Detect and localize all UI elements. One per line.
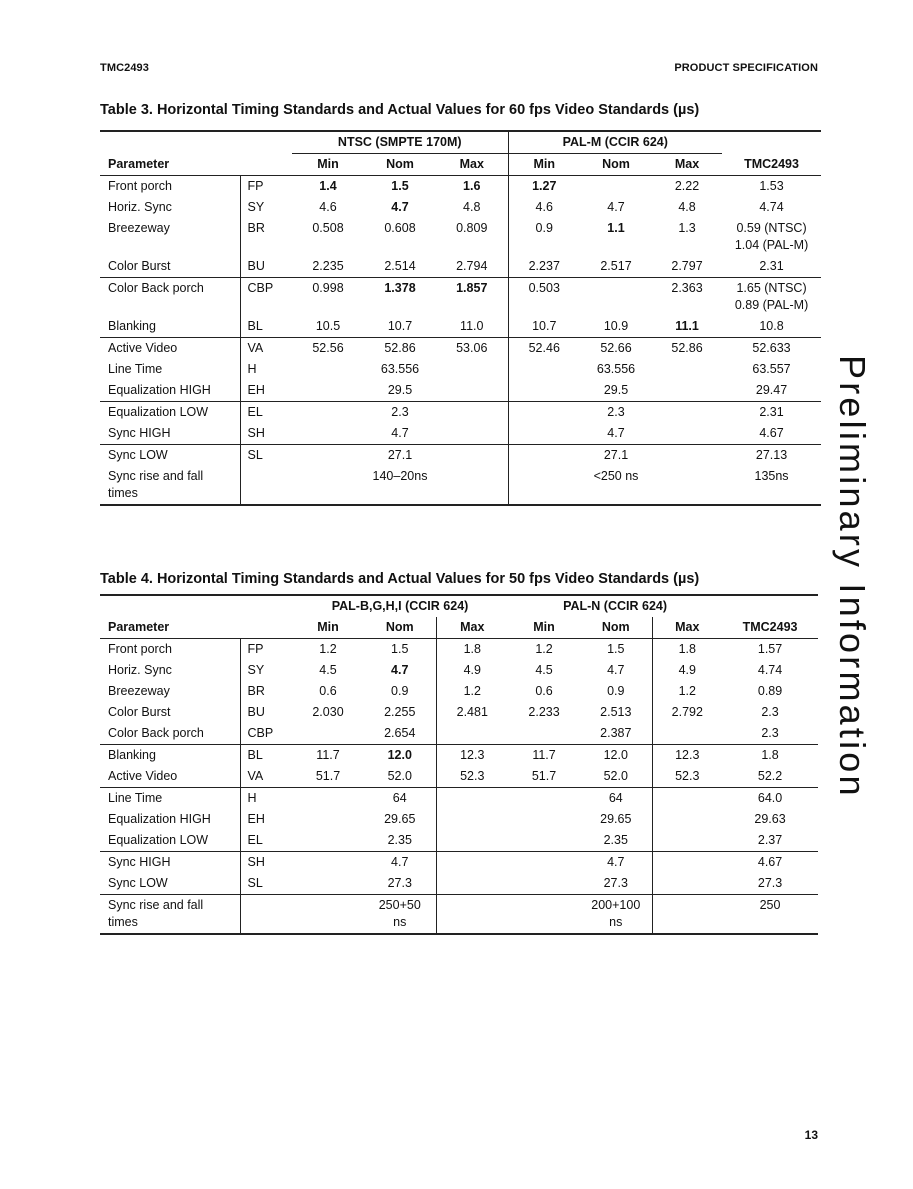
value-cell: 2.31 bbox=[722, 402, 821, 424]
value-cell: 27.1 bbox=[364, 445, 436, 467]
value-cell: 1.857 bbox=[436, 278, 508, 317]
value-cell bbox=[508, 895, 580, 935]
value-cell: 2.654 bbox=[384, 726, 416, 740]
table3-group-palm: PAL-M (CCIR 624) bbox=[508, 131, 722, 154]
table-row bbox=[100, 788, 818, 810]
table4-group-header-row bbox=[100, 595, 818, 617]
symbol-cell: BL bbox=[240, 316, 292, 338]
parameter-cell: Sync LOW bbox=[108, 876, 168, 890]
value-cell: 1.378 bbox=[364, 278, 436, 317]
table3-column-header-row bbox=[100, 154, 821, 176]
value-cell: 52.3 bbox=[652, 766, 722, 788]
value-cell bbox=[436, 359, 508, 380]
parameter-cell: Blanking bbox=[100, 745, 240, 767]
parameter-cell: Horiz. Sync bbox=[108, 200, 172, 214]
table-row bbox=[100, 176, 821, 198]
table-row bbox=[100, 197, 821, 218]
symbol-cell: SY bbox=[240, 197, 292, 218]
value-cell: 0.9 bbox=[508, 218, 580, 256]
table-row bbox=[100, 423, 821, 445]
value-cell bbox=[436, 402, 508, 424]
value-cell: 10.9 bbox=[603, 319, 629, 333]
value-cell: 2.517 bbox=[600, 259, 632, 273]
value-cell: 1.2 bbox=[436, 681, 508, 702]
value-cell bbox=[508, 402, 580, 424]
value-cell bbox=[436, 445, 508, 467]
value-cell: 63.556 bbox=[380, 362, 420, 376]
parameter-cell: Color Back porch bbox=[100, 278, 240, 317]
table-row bbox=[100, 895, 818, 935]
table-row bbox=[100, 723, 818, 745]
value-cell bbox=[508, 466, 580, 505]
value-cell: 1.8 bbox=[652, 639, 722, 661]
value-cell: 2.31 bbox=[759, 259, 784, 273]
value-cell: 4.74 bbox=[759, 200, 784, 214]
symbol-cell: BU bbox=[240, 702, 292, 723]
preliminary-watermark bbox=[815, 355, 875, 800]
parameter-cell: Color Burst bbox=[108, 705, 171, 719]
value-cell: 0.89 bbox=[757, 684, 783, 698]
value-cell: 12.0 bbox=[364, 745, 436, 767]
parameter-cell: Front porch bbox=[108, 179, 172, 193]
value-cell: 29.5 bbox=[387, 383, 413, 397]
symbol-cell: BU bbox=[240, 256, 292, 278]
parameter-cell: Sync LOW bbox=[100, 445, 240, 467]
symbol-cell: CBP bbox=[240, 723, 292, 745]
value-cell: 11.1 bbox=[675, 319, 699, 333]
table-row bbox=[100, 702, 818, 723]
value-cell: 52.66 bbox=[580, 338, 652, 360]
value-cell: 4.6 bbox=[508, 197, 580, 218]
symbol-cell: SL bbox=[240, 873, 292, 895]
table-row bbox=[100, 359, 821, 380]
value-cell: 2.3 bbox=[761, 705, 779, 719]
symbol-cell: SH bbox=[240, 852, 292, 874]
value-cell bbox=[436, 466, 508, 505]
value-cell: 4.67 bbox=[759, 426, 784, 440]
table4-column-header-row bbox=[100, 617, 818, 639]
value-cell: 63.557 bbox=[752, 362, 791, 376]
symbol-cell: EH bbox=[240, 809, 292, 830]
table4-col-nom: Nom bbox=[580, 617, 652, 639]
value-cell: 4.67 bbox=[722, 852, 818, 874]
value-cell: 4.9 bbox=[652, 660, 722, 681]
value-cell: 52.2 bbox=[757, 769, 783, 783]
value-cell bbox=[652, 723, 722, 745]
value-cell bbox=[436, 423, 508, 445]
symbol-cell: EL bbox=[240, 402, 292, 424]
parameter-cell: Horiz. Sync bbox=[108, 663, 172, 677]
parameter-cell: Breezeway bbox=[108, 221, 170, 235]
value-cell bbox=[652, 445, 722, 467]
value-cell: 4.7 bbox=[580, 852, 652, 874]
value-cell bbox=[652, 852, 722, 874]
value-cell: 52.0 bbox=[387, 769, 412, 783]
parameter-cell: Equalization LOW bbox=[100, 402, 240, 424]
value-cell: 2.797 bbox=[671, 259, 703, 273]
value-cell: 2.514 bbox=[384, 259, 416, 273]
value-cell bbox=[436, 830, 508, 852]
value-cell: 2.387 bbox=[600, 726, 632, 740]
parameter-cell: Sync rise and fall times bbox=[100, 466, 240, 505]
value-cell: 140–20ns bbox=[364, 466, 436, 505]
parameter-cell: Equalization HIGH bbox=[108, 383, 211, 397]
value-cell: 4.7 bbox=[391, 663, 409, 677]
value-cell bbox=[292, 723, 364, 745]
value-cell: 52.86 bbox=[652, 338, 722, 360]
table-row bbox=[100, 380, 821, 402]
value-cell bbox=[292, 380, 364, 402]
symbol-cell: SL bbox=[240, 445, 292, 467]
value-cell: 52.86 bbox=[364, 338, 436, 360]
table-row bbox=[100, 809, 818, 830]
value-cell: 0.59 (NTSC) 1.04 (PAL-M) bbox=[734, 221, 809, 252]
parameter-cell: Front porch bbox=[108, 642, 172, 656]
value-cell: 1.5 bbox=[607, 642, 625, 656]
value-cell bbox=[436, 895, 508, 935]
value-cell: 4.7 bbox=[391, 200, 409, 214]
value-cell: 12.0 bbox=[580, 745, 652, 767]
value-cell: 4.5 bbox=[535, 663, 553, 677]
value-cell bbox=[436, 788, 508, 810]
table3-body bbox=[100, 176, 821, 506]
value-cell: 51.7 bbox=[531, 769, 557, 783]
value-cell bbox=[652, 895, 722, 935]
value-cell bbox=[292, 359, 364, 380]
table3-col-nom: Nom bbox=[364, 154, 436, 176]
parameter-cell: Active Video bbox=[108, 769, 178, 783]
value-cell: 29.65 bbox=[384, 812, 416, 826]
value-cell bbox=[580, 278, 652, 317]
value-cell: 29.47 bbox=[755, 383, 788, 397]
value-cell: 1.6 bbox=[463, 179, 481, 193]
value-cell: 52.46 bbox=[508, 338, 580, 360]
table-row bbox=[100, 316, 821, 338]
table4-caption: Table 4. Horizontal Timing Standards and Actual Values for 50 fps Video Standards (µs) bbox=[100, 571, 700, 587]
value-cell: 1.4 bbox=[319, 179, 337, 193]
value-cell: 52.0 bbox=[603, 769, 628, 783]
value-cell: 0.6 bbox=[319, 684, 337, 698]
value-cell bbox=[436, 809, 508, 830]
table3-group-ntsc: NTSC (SMPTE 170M) bbox=[292, 131, 508, 154]
value-cell: 250 bbox=[722, 895, 818, 935]
value-cell bbox=[652, 788, 722, 810]
value-cell: 51.7 bbox=[315, 769, 341, 783]
value-cell bbox=[508, 380, 580, 402]
value-cell: 1.57 bbox=[757, 642, 783, 656]
parameter-cell: Equalization LOW bbox=[108, 833, 209, 847]
value-cell: 11.0 bbox=[460, 319, 484, 333]
value-cell: 2.481 bbox=[436, 702, 508, 723]
value-cell bbox=[292, 830, 364, 852]
value-cell bbox=[292, 466, 364, 505]
value-cell: 1.53 bbox=[759, 179, 784, 193]
value-cell: 4.7 bbox=[364, 852, 436, 874]
value-cell: 64 bbox=[580, 788, 652, 810]
value-cell: 10.5 bbox=[315, 319, 341, 333]
value-cell: 1.3 bbox=[678, 221, 696, 235]
value-cell: 2.35 bbox=[387, 833, 412, 847]
parameter-cell: Equalization HIGH bbox=[108, 812, 211, 826]
value-cell: 10.7 bbox=[387, 319, 413, 333]
table-row bbox=[100, 639, 818, 661]
table-row bbox=[100, 681, 818, 702]
value-cell bbox=[508, 788, 580, 810]
value-cell bbox=[652, 380, 722, 402]
value-cell bbox=[652, 402, 722, 424]
symbol-cell: EH bbox=[240, 380, 292, 402]
value-cell: 4.8 bbox=[463, 200, 481, 214]
table4-col-max: Max bbox=[652, 617, 722, 639]
value-cell: 2.030 bbox=[312, 705, 344, 719]
value-cell: 53.06 bbox=[436, 338, 508, 360]
value-cell: 0.998 bbox=[292, 278, 364, 317]
value-cell bbox=[508, 723, 580, 745]
table-row bbox=[100, 402, 821, 424]
value-cell: 27.3 bbox=[757, 876, 783, 890]
value-cell: 2.363 bbox=[652, 278, 722, 317]
table4-group-pal-n: PAL-N (CCIR 624) bbox=[508, 595, 722, 617]
value-cell: 4.7 bbox=[607, 426, 625, 440]
value-cell: 4.5 bbox=[319, 663, 337, 677]
symbol-cell: SY bbox=[240, 660, 292, 681]
table3-caption: Table 3. Horizontal Timing Standards and Actual Values for 60 fps Video Standards (µs) bbox=[100, 102, 700, 118]
symbol-cell: VA bbox=[240, 766, 292, 788]
table-row bbox=[100, 218, 821, 256]
value-cell: 10.7 bbox=[508, 316, 580, 338]
table-row bbox=[100, 873, 818, 895]
table-row bbox=[100, 852, 818, 874]
symbol-cell: VA bbox=[240, 338, 292, 360]
table4-col-tmc2493: TMC2493 bbox=[722, 617, 818, 639]
value-cell: <250 ns bbox=[580, 466, 652, 505]
value-cell: 1.8 bbox=[436, 639, 508, 661]
table3-col-max: Max bbox=[652, 154, 722, 176]
value-cell: 1.5 bbox=[391, 179, 409, 193]
value-cell: 4.7 bbox=[607, 663, 625, 677]
parameter-cell: Color Back porch bbox=[108, 726, 204, 740]
symbol-cell: FP bbox=[240, 639, 292, 661]
value-cell: 2.235 bbox=[312, 259, 344, 273]
value-cell: 27.1 bbox=[580, 445, 652, 467]
parameter-cell: Breezeway bbox=[108, 684, 170, 698]
table-row bbox=[100, 466, 821, 505]
value-cell: 29.65 bbox=[600, 812, 632, 826]
table-row bbox=[100, 660, 818, 681]
value-cell: 1.27 bbox=[508, 176, 580, 198]
symbol-cell bbox=[240, 895, 292, 935]
table3-col-min: Min bbox=[292, 154, 364, 176]
value-cell: 2.3 bbox=[364, 402, 436, 424]
table4-group-pal-bghi: PAL-B,G,H,I (CCIR 624) bbox=[292, 595, 508, 617]
value-cell bbox=[436, 873, 508, 895]
value-cell: 2.513 bbox=[600, 705, 632, 719]
value-cell bbox=[292, 402, 364, 424]
value-cell: 64 bbox=[364, 788, 436, 810]
symbol-cell: FP bbox=[240, 176, 292, 198]
value-cell: 250+50 ns bbox=[364, 895, 436, 935]
value-cell bbox=[436, 852, 508, 874]
value-cell bbox=[292, 788, 364, 810]
table3 bbox=[100, 130, 821, 506]
value-cell bbox=[508, 852, 580, 874]
value-cell: 11.7 bbox=[292, 745, 364, 767]
symbol-cell: SH bbox=[240, 423, 292, 445]
table3-col-min: Min bbox=[508, 154, 580, 176]
table-row bbox=[100, 278, 821, 317]
value-cell: 11.7 bbox=[508, 745, 580, 767]
parameter-cell: Active Video bbox=[100, 338, 240, 360]
value-cell bbox=[508, 873, 580, 895]
parameter-cell: Blanking bbox=[108, 319, 156, 333]
value-cell bbox=[508, 830, 580, 852]
value-cell: 0.503 bbox=[508, 278, 580, 317]
value-cell: 2.3 bbox=[580, 402, 652, 424]
table-row bbox=[100, 445, 821, 467]
table4-col-parameter: Parameter bbox=[100, 617, 292, 639]
table-row bbox=[100, 830, 818, 852]
value-cell bbox=[508, 809, 580, 830]
value-cell: 200+100 ns bbox=[580, 895, 652, 935]
table3-group-header-row bbox=[100, 131, 821, 154]
table4-col-max: Max bbox=[436, 617, 508, 639]
symbol-cell: BL bbox=[240, 745, 292, 767]
side-text: Preliminary Information bbox=[832, 355, 873, 799]
table3-col-tmc2493: TMC2493 bbox=[722, 154, 821, 176]
value-cell: 4.74 bbox=[757, 663, 783, 677]
value-cell: 1.2 bbox=[319, 642, 337, 656]
value-cell: 2.37 bbox=[757, 833, 783, 847]
value-cell: 27.3 bbox=[387, 876, 412, 890]
symbol-cell: CBP bbox=[240, 278, 292, 317]
table-row bbox=[100, 745, 818, 767]
value-cell: 135ns bbox=[722, 466, 821, 505]
value-cell: 4.7 bbox=[391, 426, 409, 440]
value-cell: 0.6 bbox=[535, 684, 553, 698]
table-row bbox=[100, 338, 821, 360]
value-cell bbox=[292, 873, 364, 895]
parameter-cell: Line Time bbox=[108, 362, 163, 376]
value-cell: 27.13 bbox=[722, 445, 821, 467]
value-cell: 4.7 bbox=[607, 200, 625, 214]
symbol-cell: BR bbox=[240, 681, 292, 702]
page-number: 13 bbox=[804, 1128, 818, 1142]
value-cell: 12.3 bbox=[652, 745, 722, 767]
value-cell bbox=[652, 359, 722, 380]
value-cell: 29.5 bbox=[603, 383, 629, 397]
header-section-title: PRODUCT SPECIFICATION bbox=[674, 62, 818, 74]
value-cell: 29.63 bbox=[754, 812, 786, 826]
value-cell: 2.3 bbox=[761, 726, 779, 740]
value-cell: 2.255 bbox=[384, 705, 416, 719]
table4-col-min: Min bbox=[508, 617, 580, 639]
value-cell: 0.608 bbox=[384, 221, 416, 235]
parameter-cell: Line Time bbox=[100, 788, 240, 810]
parameter-cell: Sync HIGH bbox=[108, 426, 171, 440]
value-cell: 0.9 bbox=[607, 684, 625, 698]
value-cell: 0.9 bbox=[391, 684, 409, 698]
value-cell bbox=[292, 895, 364, 935]
value-cell: 2.35 bbox=[603, 833, 628, 847]
table3-col-nom: Nom bbox=[580, 154, 652, 176]
table4-col-min: Min bbox=[292, 617, 364, 639]
value-cell: 52.633 bbox=[722, 338, 821, 360]
value-cell: 64.0 bbox=[722, 788, 818, 810]
value-cell bbox=[652, 809, 722, 830]
value-cell: 4.8 bbox=[678, 200, 696, 214]
parameter-cell: Color Burst bbox=[108, 259, 171, 273]
value-cell: 4.6 bbox=[319, 200, 337, 214]
table-row bbox=[100, 256, 821, 278]
symbol-cell: BR bbox=[240, 218, 292, 256]
symbol-cell: H bbox=[240, 359, 292, 380]
value-cell bbox=[436, 723, 508, 745]
value-cell: 52.56 bbox=[292, 338, 364, 360]
header-product-id: TMC2493 bbox=[100, 62, 149, 74]
value-cell bbox=[652, 423, 722, 445]
value-cell: 0.508 bbox=[312, 221, 344, 235]
value-cell: 1.1 bbox=[607, 221, 625, 235]
value-cell: 1.2 bbox=[535, 642, 553, 656]
value-cell bbox=[508, 423, 580, 445]
value-cell: 2.794 bbox=[456, 259, 488, 273]
symbol-cell: EL bbox=[240, 830, 292, 852]
value-cell: 2.792 bbox=[652, 702, 722, 723]
value-cell bbox=[292, 852, 364, 874]
value-cell: 1.2 bbox=[652, 681, 722, 702]
value-cell bbox=[292, 445, 364, 467]
value-cell bbox=[436, 380, 508, 402]
value-cell: 1.8 bbox=[722, 745, 818, 767]
value-cell bbox=[652, 830, 722, 852]
table-row bbox=[100, 766, 818, 788]
value-cell bbox=[652, 466, 722, 505]
value-cell bbox=[292, 809, 364, 830]
value-cell: 10.8 bbox=[759, 319, 784, 333]
parameter-cell: Sync rise and fall times bbox=[100, 895, 240, 935]
value-cell: 1.65 (NTSC) 0.89 (PAL-M) bbox=[722, 278, 821, 317]
value-cell: 12.3 bbox=[436, 745, 508, 767]
table3-col-parameter: Parameter bbox=[100, 154, 292, 176]
table3-col-max: Max bbox=[436, 154, 508, 176]
value-cell: 2.237 bbox=[508, 256, 580, 278]
parameter-cell: Sync HIGH bbox=[100, 852, 240, 874]
value-cell bbox=[508, 445, 580, 467]
value-cell bbox=[508, 359, 580, 380]
symbol-cell bbox=[240, 466, 292, 505]
table4-body bbox=[100, 639, 818, 935]
value-cell bbox=[292, 423, 364, 445]
value-cell: 2.233 bbox=[528, 705, 560, 719]
table4 bbox=[100, 594, 818, 935]
value-cell: 27.3 bbox=[603, 876, 628, 890]
symbol-cell: H bbox=[240, 788, 292, 810]
value-cell: 1.5 bbox=[391, 642, 409, 656]
value-cell: 4.9 bbox=[436, 660, 508, 681]
value-cell: 0.809 bbox=[456, 221, 488, 235]
value-cell bbox=[580, 176, 652, 198]
table4-col-nom: Nom bbox=[364, 617, 436, 639]
value-cell: 2.22 bbox=[674, 179, 700, 193]
value-cell: 52.3 bbox=[436, 766, 508, 788]
value-cell bbox=[652, 873, 722, 895]
value-cell: 63.556 bbox=[596, 362, 636, 376]
